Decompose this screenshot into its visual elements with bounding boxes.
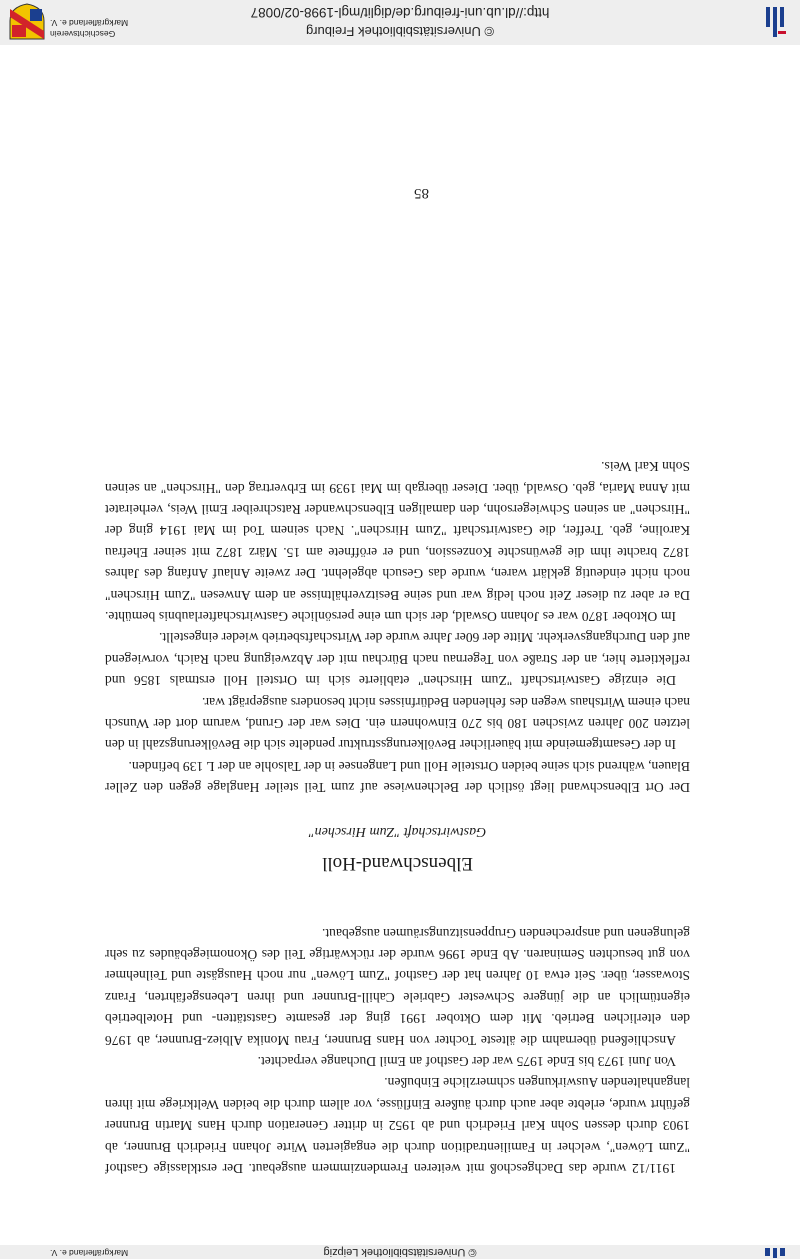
library-credit-partial: © Universitätsbibliothek Leipzig: [323, 1246, 477, 1258]
section-title: Elbenschwand-Holl: [322, 853, 473, 875]
header-bar: [0, 1245, 800, 1259]
paragraph: Die einzige Gastwirtschaft "Zum Hirschen" etablierte sich im Ortsteil Holl erstmals 1856 und reflektierte hier, an der Straße von Tegernau nach Bürchau mit der Abzweigung nach Raich, vorwiegend auf den Durchgangsverkehr. Mitte der 60er Jahre wurde der Wirtschaftsbetrieb wieder eingestellt.: [105, 630, 690, 689]
text-body: [105, 456, 690, 1179]
paragraph: Von Juni 1973 bis Ende 1975 war der Gasthof an Emil Duchange verpachtet.: [257, 1053, 676, 1069]
society-name-partial: Markgräflerland e. V.: [50, 1248, 129, 1258]
footer-bar: [0, 0, 800, 45]
paragraph: Im Oktober 1870 war es Johann Oswald, der sich um eine persönliche Gastwirtschafterlaubnis bemühte. Da er aber zu dieser Zeit noch ledig war und seine Besitzverhältnisse an dem Anwesen "Zum Hirschen" noch nicht eindeutig geklärt waren, wurde das Gesuch abgelehnt. Der zweite Anlauf Anfang des Jahres 1872 brachte ihm die gewünschte Konzession, und er eröffnete am 15. März 1872 mit seiner Ehefrau Karoline, geb. Treffer, die Gastwirtschaft "Zum Hirschen". Nach seinem Tod im Mai 1914 ging der "Hirschen" an seinen Schwiegersohn, den damaligen Elbenschwander Ratschreiber Emil Weis, verheiratet mit Anna Maria, geb. Oswald, über. Dieser übergab im Mai 1939 im Erbvertrag den "Hirschen" an seinen Sohn Karl Weis.: [105, 459, 690, 625]
document-url[interactable]: http://dl.ub.uni-freiburg.de/diglit/mgl-1998-02/0087: [250, 5, 550, 20]
library-credit: © Universitätsbibliothek Freiburg: [305, 24, 495, 39]
coat-of-arms-icon[interactable]: [8, 3, 46, 41]
paragraph: Anschließend übernahm die älteste Tochter von Hans Brunner, Frau Monika Albiez-Brunner, ab 1976 den elterlichen Betrieb. Mit dem Oktober 1991 ging der gesamte Gaststätten- und Hotelbetrieb eigentümlich an die jüngere Schwester Gabriele Cahill-Brunner und ihren Lebensgefährten, Franz Stowasser, über. Seit etwa 10 Jahren hat der Gasthof "Zum Löwen" nur noch Hausgäste und Teilnehmer von gut besuchten Seminaren. Ab Ende 1996 wurde der rückwärtige Teil des Ökonomiegebäudes zu sehr gelungenen und ansprechenden Gruppensitzungsräumen ausgebaut.: [105, 925, 690, 1048]
page-number: 85: [414, 185, 429, 201]
ulb-logo-icon: [762, 1248, 788, 1258]
paragraph: In der Gesamtgemeinde mit bäuerlicher Bevölkerungsstruktur pendelte sich die Bevölkerungszahl in den letzten 200 Jahren zwischen 180 bis 270 Einwohnern ein. Dies war der Grund, warum dort der Wunsch nach einem Wirtshaus wegen des fehlenden Bedürfnisses nicht besonders ausgeprägt war.: [105, 694, 690, 753]
paragraph: 1911/12 wurde das Dachgeschoß mit weiteren Fremdenzimmern ausgebaut. Der erstklassige Gasthof "Zum Löwen", welcher in Familientradition durch die engagierten Wirte Johann Friedrich Brunner, ab 1903 durch dessen Sohn Karl Friedrich und ab 1952 in dritter Generation durch Hans Martin Brunner geführt wurde, erlebte aber auch durch äußere Einflüsse, vor allem durch die beiden Weltkriege mit ihren langanhaltenden Auswirkungen schmerzliche Einbußen.: [105, 1075, 690, 1176]
society-line-2: Markgräflerland e. V.: [50, 18, 129, 28]
society-line-1: Geschichtsverein: [50, 29, 116, 39]
society-name: [50, 17, 128, 39]
section-subtitle: Gastwirtschaft "Zum Hirschen": [308, 823, 487, 839]
paragraph: Der Ort Elbenschwand liegt östlich der Belchenwiese auf zum Teil steiler Hanglage gegen den Zeller Blauen, während sich seine beiden Ortsteile Holl und Langensee in der Talsohle an der L 139 befinden.: [105, 758, 690, 796]
